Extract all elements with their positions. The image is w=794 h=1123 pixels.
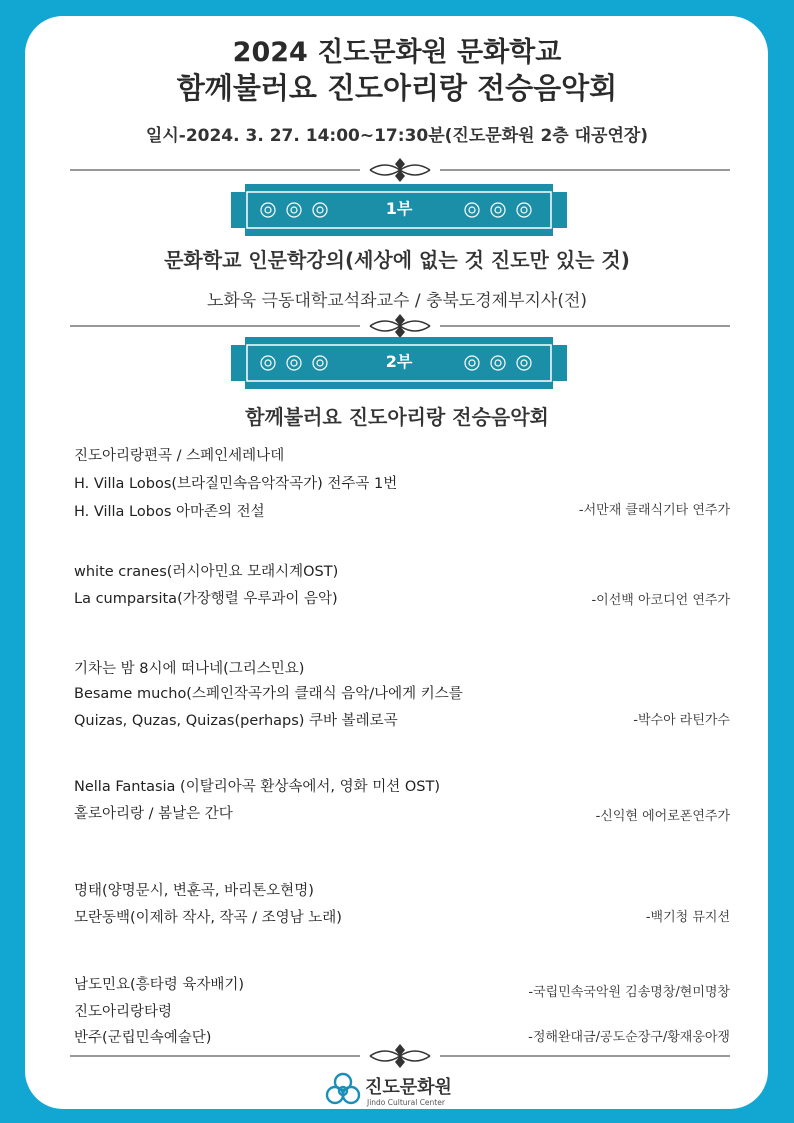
- program-line: H. Villa Lobos 아마존의 전설: [74, 504, 265, 520]
- program-line: Nella Fantasia (이탈리아곡 환상속에서, 영화 미션 OST): [74, 779, 440, 795]
- part1-badge-label: 1부: [385, 199, 413, 218]
- event-date: 일시-2024. 3. 27. 14:00~17:30분(진도문화원 2층 대공연장): [145, 126, 649, 146]
- program-line: La cumparsita(가장행렬 우루과이 음악): [74, 591, 338, 607]
- ornament-divider: [70, 1041, 730, 1071]
- title-line1: 2024 진도문화원 문화학교: [232, 37, 562, 68]
- performer: -백기청 뮤지션: [645, 910, 730, 925]
- org-name-en: Jindo Cultural Center: [367, 1098, 445, 1107]
- title-line2: 함께불러요 진도아리랑 전승음악회: [176, 71, 618, 105]
- part1-title: 문화학교 인문학강의(세상에 없는 것 진도만 있는 것): [164, 248, 630, 272]
- performer: -국립민속국악원 김송명창/현미명창: [528, 985, 730, 1000]
- part2-badge-text-wrap: [231, 337, 567, 389]
- part2-badge-label: 2부: [385, 352, 413, 371]
- part1-lecturer: 노화욱 극동대학교석좌교수 / 충북도경제부지사(전): [206, 291, 588, 311]
- program-line: 홀로아리랑 / 봄날은 간다: [74, 806, 233, 822]
- part1-badge-text-wrap: [231, 184, 567, 236]
- program-line: Quizas, Quzas, Quizas(perhaps) 쿠바 볼레로곡: [74, 713, 398, 729]
- footer-logo: [325, 1071, 495, 1111]
- performer: -박수아 라틴가수: [633, 713, 730, 728]
- program-line: Besame mucho(스페인작곡가의 클래식 음악/나에게 키스를: [74, 686, 463, 702]
- ornament-divider: [70, 155, 730, 185]
- program-line: 명태(양명문시, 변훈곡, 바리톤오현명): [74, 883, 314, 899]
- program-line: 남도민요(흥타령 육자배기): [74, 977, 244, 993]
- performer: -이선백 아코디언 연주가: [591, 593, 730, 608]
- program-line: H. Villa Lobos(브라질민속음악작곡가) 전주곡 1번: [74, 476, 398, 492]
- program-line: 모란동백(이제하 작사, 작곡 / 조영남 노래): [74, 910, 342, 926]
- program-line: white cranes(러시아민요 모래시계OST): [74, 564, 339, 580]
- jindo-culture-logo-icon: [325, 1072, 361, 1108]
- program-line: 기차는 밤 8시에 떠나네(그리스민요): [74, 661, 305, 677]
- part2-title: 함께불러요 진도아리랑 전승음악회: [245, 405, 549, 429]
- program-line: 반주(군립민속예술단): [74, 1030, 212, 1046]
- performer: -신익현 에어로폰연주가: [595, 809, 730, 824]
- performer: -서만재 클래식기타 연주가: [578, 503, 730, 518]
- program-line: 진도아리랑타령: [74, 1004, 173, 1020]
- performer: -정해완대금/공도순장구/황재웅아쟁: [528, 1030, 730, 1045]
- program-line: 진도아리랑편곡 / 스페인세레나데: [74, 448, 285, 464]
- org-name: 진도문화원: [365, 1077, 452, 1098]
